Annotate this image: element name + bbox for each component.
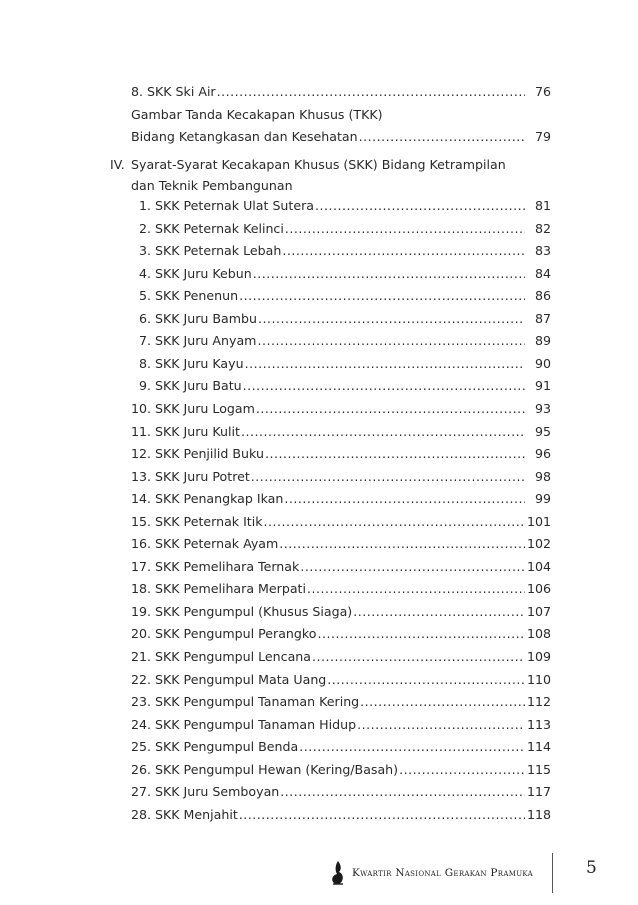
toc-entry-page: 76 [534,84,551,99]
leader-dots [312,648,525,665]
toc-entry-page: 108 [526,626,551,642]
leader-dots [285,220,525,237]
section-numeral: IV. [110,157,125,172]
toc-entry[interactable] [131,693,551,710]
leader-dots [360,693,525,710]
leader-dots [257,332,525,349]
toc-entry-page: 82 [534,220,551,236]
toc-entry-label: 19. SKK Pengumpul (Khusus Siaga) [131,603,353,619]
leader-dots [253,265,525,282]
toc-entry-label: 3. SKK Peternak Lebah [139,243,282,259]
toc-entry-page: 102 [526,536,551,552]
toc-entry[interactable] [131,535,551,552]
toc-entry[interactable] [131,738,551,755]
page-number: 5 [586,858,597,878]
toc-entry[interactable] [131,648,551,665]
toc-entry-ski-air[interactable] [131,83,551,100]
toc-entry-label: 18. SKK Pemelihara Merpati [131,581,306,597]
toc-entry[interactable] [131,513,551,530]
leader-dots [307,580,525,597]
toc-entry[interactable] [139,332,551,349]
toc-entry[interactable] [139,197,551,214]
toc-entry-label: 7. SKK Juru Anyam [139,333,257,349]
leader-dots [217,83,525,100]
toc-entry-page: 114 [526,739,551,755]
leader-dots [245,355,525,372]
toc-entry[interactable] [131,603,551,620]
toc-entry-page: 90 [534,355,551,371]
leader-dots [258,310,525,327]
toc-entry[interactable] [139,265,551,282]
toc-entry-label: 23. SKK Pengumpul Tanaman Kering [131,694,360,710]
footer-org-name: Kwartir Nasional Gerakan Pramuka [352,867,533,879]
toc-entry[interactable] [139,355,551,372]
toc-entry[interactable] [131,445,551,462]
toc-entry-label: 13. SKK Juru Potret [131,468,250,484]
leader-dots [359,128,525,145]
toc-entry-label: 24. SKK Pengumpul Tanaman Hidup [131,716,357,732]
toc-entry-label: Bidang Ketangkasan dan Kesehatan [131,129,358,144]
leader-dots [264,513,525,530]
footer [330,853,533,893]
toc-entry-page: 84 [534,265,551,281]
leader-dots [315,197,525,214]
toc-entry-label: 25. SKK Pengumpul Benda [131,739,299,755]
leader-dots [239,287,525,304]
toc-entry[interactable] [131,806,551,823]
toc-entry[interactable] [131,761,551,778]
toc-entry-label: 27. SKK Juru Semboyan [131,784,280,800]
toc-entry-page: 106 [526,581,551,597]
leader-dots [279,535,525,552]
toc-entry-label: 22. SKK Pengumpul Mata Uang [131,671,327,687]
leader-dots [399,761,525,778]
toc-entry-page: 91 [534,378,551,394]
toc-entry[interactable] [131,468,551,485]
toc-entry-label: 2. SKK Peternak Kelinci [139,220,284,236]
toc-entry-page: 101 [526,513,551,529]
toc-entry-label: 11. SKK Juru Kulit [131,423,240,439]
section-title: Syarat-Syarat Kecakapan Khusus (SKK) Bidang Ketrampilan dan Teknik Pembangunan [131,157,506,193]
toc-entry-page: 110 [526,671,551,687]
toc-entry-label: 21. SKK Pengumpul Lencana [131,649,312,664]
toc-entry-page: 117 [526,784,551,800]
toc-entry[interactable] [139,287,551,304]
leader-dots [241,423,525,440]
leader-dots [357,716,525,733]
toc-entry-label: 1. SKK Peternak Ulat Sutera [139,198,314,213]
leader-dots [280,783,525,800]
toc-entry-ketangkasan[interactable] [131,128,551,145]
toc-entry-label: 26. SKK Pengumpul Hewan (Kering/Basah) [131,761,399,777]
toc-entry-label: 9. SKK Juru Batu [139,378,242,394]
leader-dots [353,603,525,620]
toc-entry[interactable] [131,558,551,575]
toc-entry-label: 12. SKK Penjilid Buku [131,446,264,462]
toc-entry-page: 81 [534,198,551,213]
toc-entry-page: 109 [526,649,551,664]
tunas-kelapa-emblem-icon [330,859,346,887]
toc-entry[interactable] [131,716,551,733]
toc-entry-page: 89 [534,333,551,349]
toc-entry-page: 112 [526,694,551,710]
toc-entry[interactable] [131,671,551,688]
leader-dots [284,490,525,507]
leader-dots [299,738,525,755]
toc-entry-page: 95 [534,423,551,439]
toc-entry-page: 93 [534,400,551,416]
leader-dots [300,558,525,575]
toc-entry[interactable] [131,783,551,800]
leader-dots [282,242,525,259]
toc-entry[interactable] [139,310,551,327]
toc-entry-label: 4. SKK Juru Kebun [139,265,252,281]
leader-dots [243,377,525,394]
toc-entry-page: 98 [534,468,551,484]
toc-entry-page: 83 [534,243,551,259]
leader-dots [317,625,525,642]
toc-entry-page: 113 [526,716,551,732]
toc-entry[interactable] [131,400,551,417]
toc-entry-label: 17. SKK Pemelihara Ternak [131,558,300,574]
section-heading-iv [110,154,530,196]
toc-entry-label: 15. SKK Peternak Itik [131,513,263,529]
toc-entry[interactable] [131,580,551,597]
toc-entry[interactable] [131,423,551,440]
toc-entry-page: 107 [526,603,551,619]
leader-dots [251,468,525,485]
toc-entry-page: 115 [526,761,551,777]
footer-divider [552,853,553,893]
toc-entry-page: 118 [526,806,551,822]
toc-entry-page: 104 [526,558,551,574]
toc-entry-label: 8. SKK Juru Kayu [139,355,244,371]
toc-entry-label: 16. SKK Peternak Ayam [131,536,279,552]
toc-entry-label: 10. SKK Juru Logam [131,400,255,416]
toc-entry[interactable] [131,490,551,507]
toc-entry-label: 28. SKK Menjahit [131,806,238,822]
toc-entry-page: 86 [534,288,551,304]
toc-entry[interactable] [139,242,551,259]
leader-dots [256,400,525,417]
toc-entry[interactable] [139,377,551,394]
tkk-heading: Gambar Tanda Kecakapan Khusus (TKK) [131,107,383,122]
toc-entry-label: 6. SKK Juru Bambu [139,310,257,326]
toc-entry[interactable] [131,625,551,642]
leader-dots [239,806,525,823]
toc-entry-label: 8. SKK Ski Air [131,84,216,99]
leader-dots [327,671,525,688]
toc-entry-label: 5. SKK Penenun [139,288,239,304]
toc-entry[interactable] [139,220,551,237]
toc-entry-page: 87 [534,310,551,326]
leader-dots [265,445,525,462]
toc-entry-label: 14. SKK Penangkap Ikan [131,491,284,507]
toc-entry-page: 79 [534,129,551,144]
toc-entry-page: 99 [534,491,551,507]
toc-entry-page: 96 [534,446,551,462]
toc-entry-label: 20. SKK Pengumpul Perangko [131,626,317,642]
